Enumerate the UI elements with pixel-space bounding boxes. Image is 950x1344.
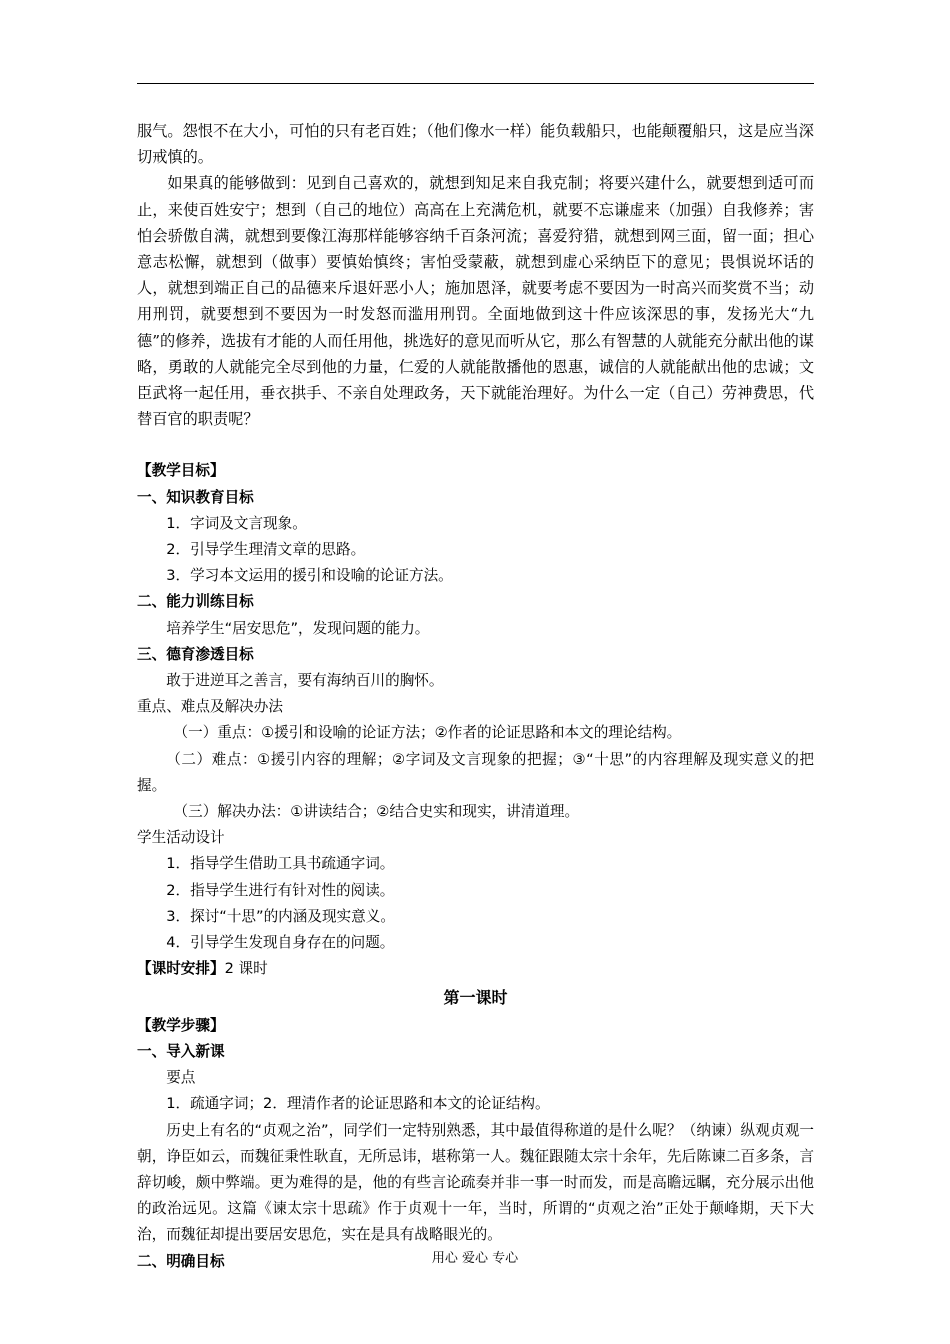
subsection-title: 一、知识教育目标 bbox=[137, 488, 254, 506]
schedule-line bbox=[137, 956, 814, 982]
list-item: 要点 bbox=[166, 1069, 196, 1087]
list-item: 敢于进逆耳之善言，要有海纳百川的胸怀。 bbox=[166, 672, 444, 690]
subsection-title: 三、德育渗透目标 bbox=[137, 645, 254, 663]
schedule-label: 【课时安排】 bbox=[137, 960, 225, 978]
list-item: 3．探讨“十思”的内涵及现实意义。 bbox=[166, 907, 395, 925]
paragraph: 服气。怨恨不在大小，可怕的只有老百姓；（他们像水一样）能负载船只，也能颠覆船只，这是应当深切戒慎的。 bbox=[137, 122, 814, 167]
document-body bbox=[137, 118, 814, 1275]
list-item: 培养学生“居安思危”，发现问题的能力。 bbox=[166, 619, 430, 637]
subsection-title: 二、能力训练目标 bbox=[137, 593, 254, 611]
page-footer: 用心 爱心 专心 bbox=[431, 1251, 519, 1266]
list-item: （二）难点：①援引内容的理解；②字词及文言现象的把握；③“十思”的内容理解及现实意义的把握。 bbox=[137, 750, 814, 794]
subsection-title: 重点、难点及解决办法 bbox=[137, 698, 283, 716]
header-rule bbox=[137, 83, 814, 84]
section-heading: 【教学步骤】 bbox=[137, 1016, 225, 1034]
list-item: 2．引导学生理清文章的思路。 bbox=[166, 541, 366, 559]
paragraph: 历史上有名的“贞观之治”，同学们一定特别熟悉，其中最值得称道的是什么呢？（纳谏）纵观贞观一朝，诤臣如云，而魏征秉性耿直，无所忌讳，堪称第一人。魏征跟随太宗十余年，先后陈谏二百多条，言辞切峻，颇中弊端。更为难得的是，他的有些言论疏奏并非一事一时而发，而是高瞻远瞩，充分展示出他的政治远见。这篇《谏太宗十思疏》作于贞观十一年，当时，所谓的“贞观之治”正处于颠峰期，天下大治，而魏征却提出要居安思危，实在是具有战略眼光的。 bbox=[137, 1121, 814, 1244]
spacer bbox=[137, 432, 814, 458]
list-item: 1．字词及文言现象。 bbox=[166, 514, 307, 532]
list-item: （三）解决办法：①讲读结合；②结合史实和现实，讲清道理。 bbox=[173, 803, 580, 821]
list-item: 1．疏通字词；2．理清作者的论证思路和本文的论证结构。 bbox=[166, 1095, 550, 1113]
list-item: （一）重点：①援引和设喻的论证方法；②作者的论证思路和本文的理论结构。 bbox=[173, 724, 682, 742]
list-item: 2．指导学生进行有针对性的阅读。 bbox=[166, 881, 395, 899]
list-item: 3．学习本文运用的援引和设喻的论证方法。 bbox=[166, 567, 453, 585]
list-item: 4．引导学生发现自身存在的问题。 bbox=[166, 934, 395, 952]
subsection-title: 一、导入新课 bbox=[137, 1042, 225, 1060]
list-item: 1．指导学生借助工具书疏通字词。 bbox=[166, 855, 395, 873]
section-heading: 【教学目标】 bbox=[137, 462, 225, 480]
lesson-title: 第一课时 bbox=[443, 987, 508, 1007]
subsection-title: 二、明确目标 bbox=[137, 1252, 225, 1270]
schedule-value: 2 课时 bbox=[224, 960, 268, 978]
paragraph: 如果真的能够做到：见到自己喜欢的，就想到知足来自我克制；将要兴建什么，就要想到适可而止，来使百姓安宁；想到（自己的地位）高高在上充满危机，就要不忘谦虚来（加强）自我修养；害怕会骄傲自满，就想到要像江海那样能够容纳千百条河流；喜爱狩猎，就想到网三面，留一面；担心意志松懈，就想到（做事）要慎始慎终；害怕受蒙蔽，就想到虚心采纳臣下的意见；畏惧说坏话的人，就想到端正自己的品德来斥退奸恶小人；施加恩泽，就要考虑不要因为一时高兴而奖赏不当；动用刑罚，就要想到不要因为一时发怒而滥用刑罚。全面地做到这十件应该深思的事，发扬光大“九德”的修养，选拔有才能的人而任用他，挑选好的意见而听从它，那么有智慧的人就能充分献出他的谋略，勇敢的人就能完全尽到他的力量，仁爱的人就能散播他的恩惠，诚信的人就能献出他的忠诚；文臣武将一起任用，垂衣拱手、不亲自处理政务，天下就能治理好。为什么一定（自己）劳神费思，代替百官的职责呢？ bbox=[137, 174, 814, 429]
subsection-title: 学生活动设计 bbox=[137, 829, 225, 847]
